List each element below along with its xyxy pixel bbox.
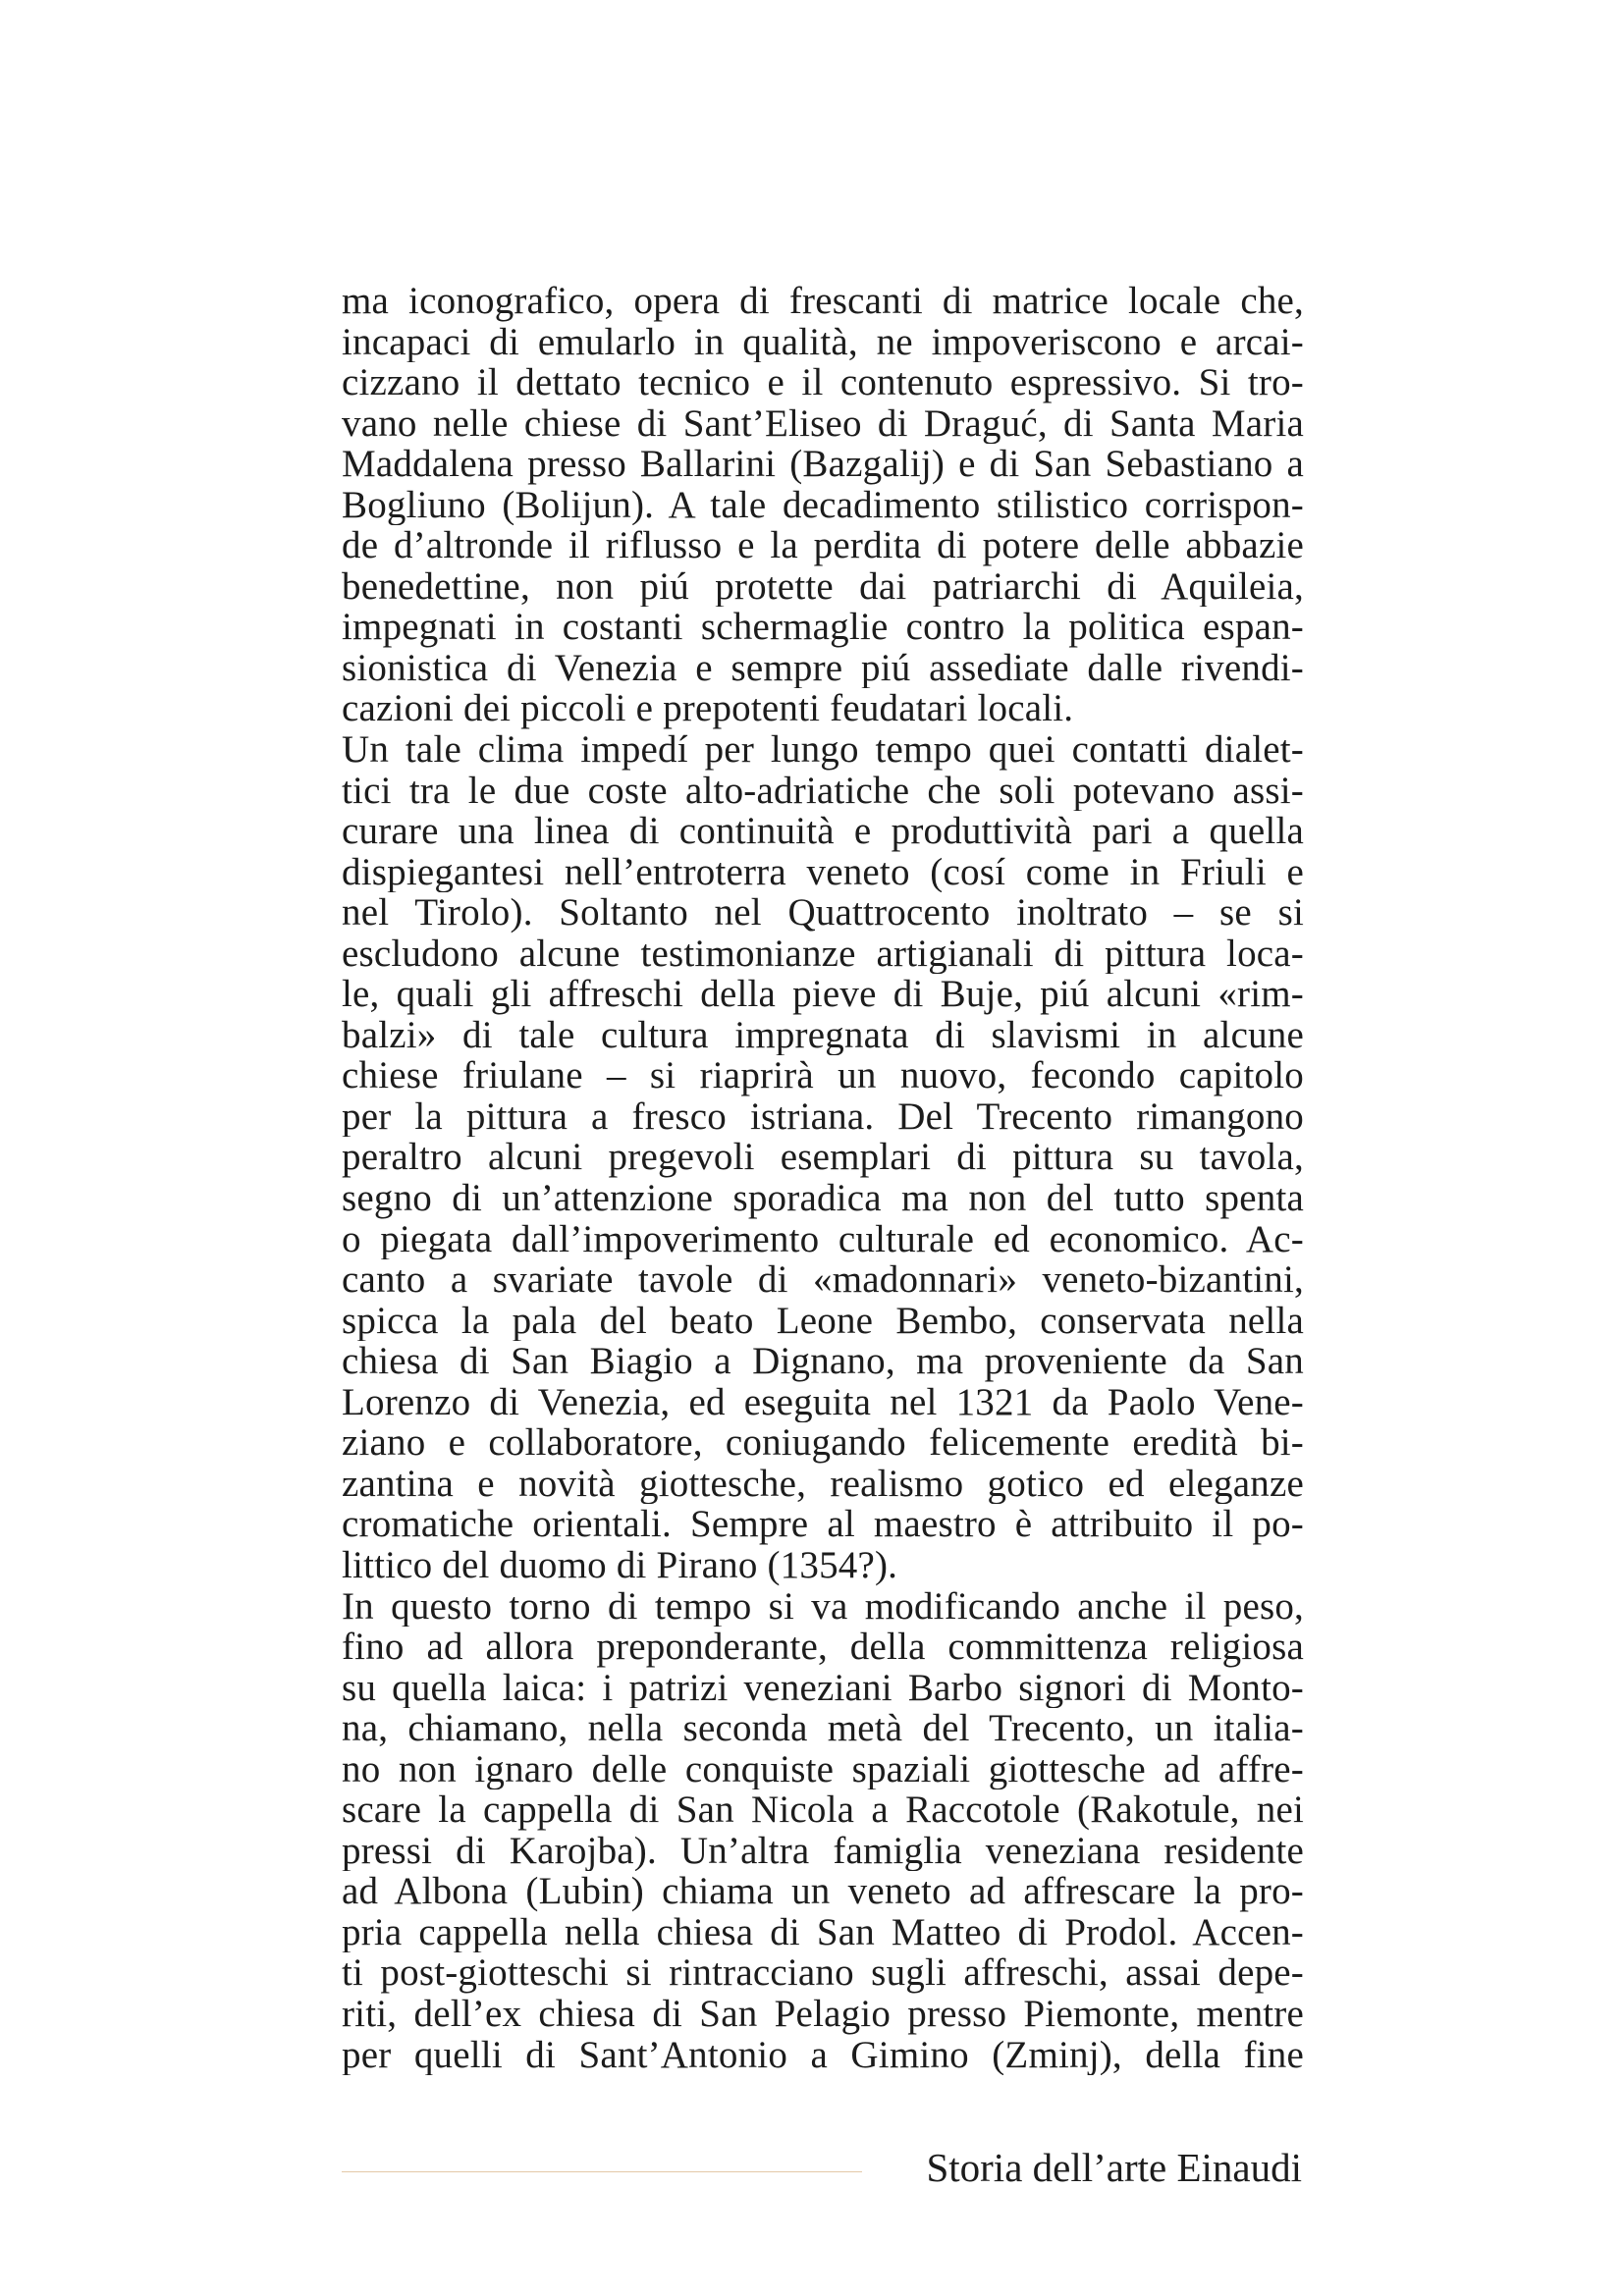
text-line: per quelli di Sant’Antonio a Gimino (Zminj), della fine bbox=[342, 2034, 1304, 2076]
text-line: benedettine, non piú protette dai patriarchi di Aquileia, bbox=[342, 565, 1304, 608]
text-line: chiesa di San Biagio a Dignano, ma proveniente da San bbox=[342, 1341, 1304, 1382]
text-line: spicca la pala del beato Leone Bembo, conservata nella bbox=[342, 1300, 1304, 1342]
text-line: In questo torno di tempo si va modificando anche il peso, bbox=[342, 1585, 1304, 1628]
text-line: no non ignaro delle conquiste spaziali giottesche ad affre- bbox=[342, 1748, 1304, 1790]
text-line: Bogliuno (Bolijun). A tale decadimento stilistico corrispon- bbox=[342, 484, 1304, 526]
text-line: peraltro alcuni pregevoli esemplari di pittura su tavola, bbox=[342, 1137, 1304, 1179]
text-line: per la pittura a fresco istriana. Del Trecento rimangono bbox=[342, 1095, 1304, 1138]
text-line: scare la cappella di San Nicola a Raccotole (Rakotule, nei bbox=[342, 1789, 1304, 1831]
text-line: vano nelle chiese di Sant’Eliseo di Draguć, di Santa Maria bbox=[342, 402, 1304, 445]
text-line: canto a svariate tavole di «madonnari» veneto-bizantini, bbox=[342, 1259, 1304, 1301]
text-line: Un tale clima impedí per lungo tempo quei contatti dialet- bbox=[342, 729, 1304, 771]
text-line: ti post-giotteschi si rintracciano sugli affreschi, assai depe- bbox=[342, 1952, 1304, 1994]
text-line: ziano e collaboratore, coniugando felicemente eredità bi- bbox=[342, 1422, 1304, 1464]
text-line: impegnati in costanti schermaglie contro la politica espan- bbox=[342, 607, 1304, 648]
text-line: le, quali gli affreschi della pieve di Buje, piú alcuni «rim- bbox=[342, 974, 1304, 1015]
text-line: na, chiamano, nella seconda metà del Trecento, un italia- bbox=[342, 1708, 1304, 1749]
text-line: curare una linea di continuità e produttività pari a quella bbox=[342, 811, 1304, 852]
text-line: tici tra le due coste alto-adriatiche che soli potevano assi- bbox=[342, 770, 1304, 812]
text-line: littico del duomo di Pirano (1354?). bbox=[342, 1544, 898, 1586]
text-line: dispiegantesi nell’entroterra veneto (cosí come in Friuli e bbox=[342, 851, 1304, 893]
body-text bbox=[342, 281, 1304, 2075]
text-line: su quella laica: i patrizi veneziani Barbo signori di Monto- bbox=[342, 1667, 1304, 1709]
text-line: Lorenzo di Venezia, ed eseguita nel 1321 da Paolo Vene- bbox=[342, 1381, 1304, 1423]
text-line: Maddalena presso Ballarini (Bazgalij) e di San Sebastiano a bbox=[342, 444, 1304, 485]
text-line: o piegata dall’impoverimento culturale ed economico. Ac- bbox=[342, 1218, 1304, 1260]
footer-title: Storia dell’arte Einaudi bbox=[926, 2145, 1302, 2190]
text-line: chiese friulane – si riaprirà un nuovo, fecondo capitolo bbox=[342, 1055, 1304, 1096]
text-line: balzi» di tale cultura impregnata di slavismi in alcune bbox=[342, 1014, 1304, 1056]
text-line: cromatiche orientali. Sempre al maestro è attribuito il po- bbox=[342, 1504, 1304, 1545]
text-line: ad Albona (Lubin) chiama un veneto ad affrescare la pro- bbox=[342, 1871, 1304, 1912]
text-line: nel Tirolo). Soltanto nel Quattrocento inoltrato – se si bbox=[342, 892, 1304, 934]
footer-rule bbox=[342, 2171, 862, 2172]
text-line: sionistica di Venezia e sempre piú assediate dalle rivendi- bbox=[342, 647, 1304, 689]
text-line: segno di un’attenzione sporadica ma non del tutto spenta bbox=[342, 1178, 1304, 1219]
text-line: pria cappella nella chiesa di San Matteo di Prodol. Accen- bbox=[342, 1911, 1304, 1953]
text-line: fino ad allora preponderante, della committenza religiosa bbox=[342, 1627, 1304, 1668]
text-line: cazioni dei piccoli e prepotenti feudatari locali. bbox=[342, 688, 1074, 730]
text-line: pressi di Karojba). Un’altra famiglia veneziana residente bbox=[342, 1830, 1304, 1872]
text-line: cizzano il dettato tecnico e il contenuto espressivo. Si tro- bbox=[342, 362, 1304, 403]
text-line: riti, dell’ex chiesa di San Pelagio presso Piemonte, mentre bbox=[342, 1993, 1304, 2035]
text-line: zantina e novità giottesche, realismo gotico ed eleganze bbox=[342, 1463, 1304, 1505]
text-line: de d’altronde il riflusso e la perdita di potere delle abbazie bbox=[342, 525, 1304, 566]
text-line: incapaci di emularlo in qualità, ne impoveriscono e arcai- bbox=[342, 321, 1304, 363]
text-line: ma iconografico, opera di frescanti di matrice locale che, bbox=[342, 281, 1304, 322]
text-line: escludono alcune testimonianze artigianali di pittura loca- bbox=[342, 933, 1304, 975]
